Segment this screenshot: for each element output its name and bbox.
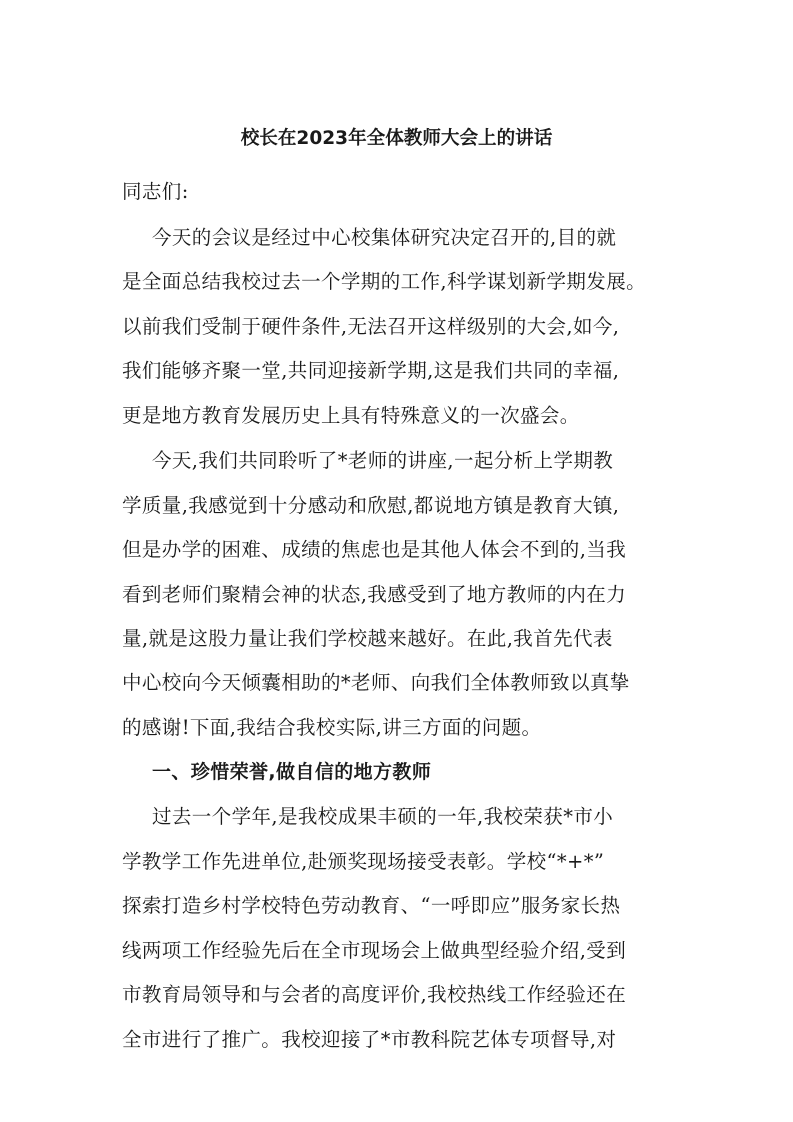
document-title: 校长在2023年全体教师大会上的讲话 <box>240 128 553 149</box>
paragraph-line: 探索打造乡村学校特色劳动教育、“一呼即应”服务家长热 <box>122 894 621 917</box>
paragraph-line: 中心校向今天倾囊相助的*老师、向我们全体教师致以真挚 <box>122 671 630 694</box>
paragraph-line: 全市进行了推广。我校迎接了*市教科院艺体专项督导,对 <box>122 1028 617 1051</box>
paragraph-line: 更是地方教育发展历史上具有特殊意义的一次盛会。 <box>122 404 580 427</box>
paragraph-line: 的感谢!下面,我结合我校实际,讲三方面的问题。 <box>122 716 542 739</box>
paragraph-line: 看到老师们聚精会神的状态,我感受到了地方教师的内在力 <box>122 583 627 606</box>
paragraph-line: 量,就是这股力量让我们学校越来越好。在此,我首先代表 <box>122 627 613 650</box>
paragraph-line: 今天,我们共同聆听了*老师的讲座,一起分析上学期教 <box>152 449 614 472</box>
salutation: 同志们: <box>122 180 189 203</box>
paragraph-line: 学教学工作先进单位,赴颁奖现场接受表彰。学校“*+*” <box>122 850 605 873</box>
paragraph-line: 过去一个学年,是我校成果丰硕的一年,我校荣获*市小 <box>152 805 614 828</box>
paragraph-line: 今天的会议是经过中心校集体研究决定召开的,目的就 <box>152 226 617 249</box>
paragraph-line: 市教育局领导和与会者的高度评价,我校热线工作经验还在 <box>122 983 627 1006</box>
paragraph-line: 我们能够齐聚一堂,共同迎接新学期,这是我们共同的幸福, <box>122 359 620 382</box>
paragraph-line: 线两项工作经验先后在全市现场会上做典型经验介绍,受到 <box>122 939 627 962</box>
paragraph-line: 是全面总结我校过去一个学期的工作,科学谋划新学期发展。 <box>122 270 646 293</box>
section-heading: 一、珍惜荣誉,做自信的地方教师 <box>152 761 432 783</box>
paragraph-line: 学质量,我感觉到十分感动和欣慰,都说地方镇是教育大镇, <box>122 494 620 517</box>
paragraph-line: 但是办学的困难、成绩的焦虑也是其他人体会不到的,当我 <box>122 538 627 561</box>
paragraph-line: 以前我们受制于硬件条件,无法召开这样级别的大会,如今, <box>122 315 620 338</box>
